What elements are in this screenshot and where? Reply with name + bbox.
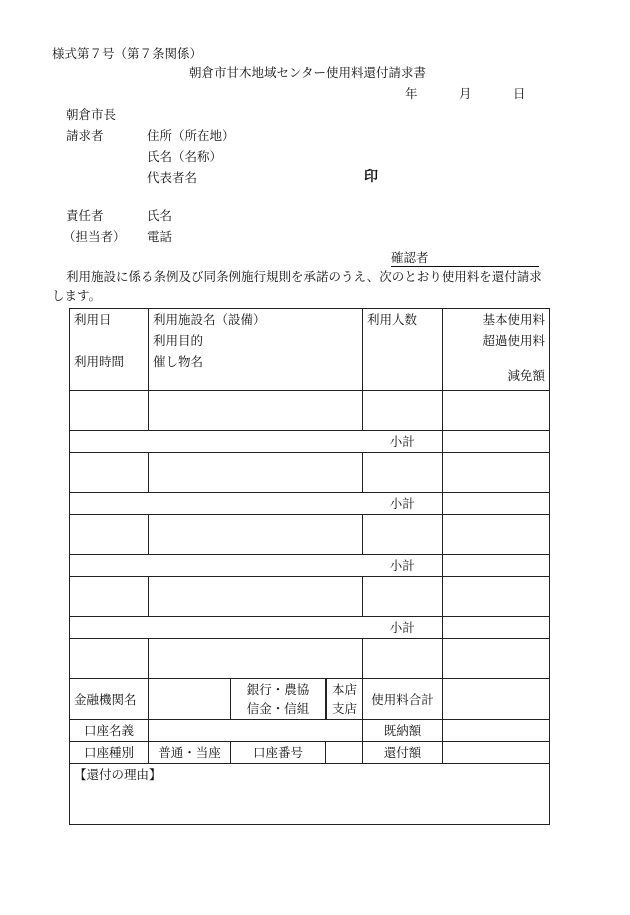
branch-name-cell[interactable] — [326, 679, 363, 720]
entry-fee-cell[interactable] — [443, 515, 550, 555]
entry-facility-cell[interactable] — [149, 515, 363, 555]
bank-type-cell — [231, 679, 326, 720]
header-basic-fee: 基本使用料 — [482, 312, 546, 327]
entry-people-cell[interactable] — [363, 577, 443, 617]
subtotal-value-cell[interactable] — [443, 617, 550, 639]
header-event: 催し物名 — [153, 354, 204, 369]
paid-amount-cell[interactable] — [443, 720, 550, 742]
claimant-representative: 代表者名 — [147, 170, 198, 185]
refund-table — [69, 308, 550, 825]
entry-date-cell[interactable] — [70, 639, 149, 679]
entry-fee-cell[interactable] — [443, 391, 550, 431]
entry-date-cell[interactable] — [70, 453, 149, 493]
subtotal-label: 小計 — [363, 617, 443, 639]
paid-amount-label: 既納額 — [363, 720, 443, 742]
responsible-name: 氏名 — [147, 208, 173, 223]
subtotal-value-cell[interactable] — [443, 555, 550, 577]
entry-people-cell[interactable] — [363, 453, 443, 493]
header-excess-fee: 超過使用料 — [482, 333, 546, 348]
claimant-label: 請求者 — [66, 128, 104, 143]
date-year: 年 — [405, 86, 418, 101]
entry-row — [70, 577, 550, 617]
entry-date-cell[interactable] — [70, 515, 149, 555]
subtotal-label: 小計 — [363, 431, 443, 453]
header-facility-cell — [149, 309, 363, 391]
header-people-cell — [363, 309, 443, 391]
responsible-label: 責任者 — [66, 208, 104, 223]
statement-line-1: 利用施設に係る条例及び同条例施行規則を承諾のうえ、次のとおり使用料を還付請求 — [66, 269, 542, 284]
subtotal-value-cell[interactable] — [443, 493, 550, 515]
entry-facility-cell[interactable] — [149, 577, 363, 617]
subtotal-label: 小計 — [363, 555, 443, 577]
account-number-cell[interactable] — [326, 742, 363, 764]
account-number-label: 口座番号 — [231, 742, 326, 764]
account-type-row — [70, 742, 550, 764]
account-type-options[interactable]: 普通・当座 — [149, 742, 231, 764]
header-use-time: 利用時間 — [74, 354, 125, 369]
entry-row — [70, 639, 550, 679]
bank-type-line-2: 信金・信組 — [246, 701, 310, 716]
date-day: 日 — [513, 86, 526, 101]
header-facility: 利用施設名（設備） — [153, 312, 266, 327]
responsible-phone: 電話 — [147, 229, 173, 244]
reason-label: 【還付の理由】 — [74, 767, 162, 782]
bank-name-cell[interactable] — [149, 679, 231, 720]
header-reduction: 減免額 — [507, 368, 546, 383]
entry-people-cell[interactable] — [363, 639, 443, 679]
addressee: 朝倉市長 — [66, 107, 117, 122]
reason-cell[interactable] — [70, 764, 550, 825]
account-type-label: 口座種別 — [70, 742, 149, 764]
account-holder-label: 口座名義 — [70, 720, 149, 742]
entry-people-cell[interactable] — [363, 515, 443, 555]
bank-type-line-1: 銀行・農協 — [246, 682, 310, 697]
contact-person-label: （担当者） — [63, 229, 126, 244]
entry-fee-cell[interactable] — [443, 639, 550, 679]
bank-label: 金融機関名 — [70, 679, 149, 720]
subtotal-label: 小計 — [363, 493, 443, 515]
entry-facility-cell[interactable] — [149, 453, 363, 493]
entry-row — [70, 391, 550, 431]
refund-amount-cell[interactable] — [443, 742, 550, 764]
form-number: 様式第７号（第７条関係） — [52, 46, 203, 61]
confirmer-field: 確認者 — [391, 252, 539, 267]
bank-row — [70, 679, 550, 720]
claimant-address: 住所（所在地） — [147, 128, 235, 143]
total-fee-label: 使用料合計 — [363, 679, 443, 720]
subtotal-row — [70, 555, 550, 577]
subtotal-value-cell[interactable] — [443, 431, 550, 453]
statement-line-2: します。 — [52, 288, 102, 303]
claimant-name: 氏名（名称） — [147, 149, 223, 164]
total-fee-cell[interactable] — [443, 679, 550, 720]
subtotal-row — [70, 431, 550, 453]
entry-fee-cell[interactable] — [443, 453, 550, 493]
entry-date-cell[interactable] — [70, 577, 149, 617]
entry-facility-cell[interactable] — [149, 639, 363, 679]
entry-fee-cell[interactable] — [443, 577, 550, 617]
header-use-date: 利用日 — [74, 312, 112, 327]
entry-facility-cell[interactable] — [149, 391, 363, 431]
branch-type — [327, 679, 362, 719]
page-title: 朝倉市甘木地域センター使用料還付請求書 — [189, 65, 427, 80]
header-fee-cell — [443, 309, 550, 391]
reason-row — [70, 764, 550, 825]
header-date-time-cell — [70, 309, 149, 391]
header-purpose: 利用目的 — [153, 333, 204, 348]
entry-date-cell[interactable] — [70, 391, 149, 431]
branch-type-line-1: 本店 — [332, 682, 358, 697]
header-row — [70, 309, 550, 391]
subtotal-row — [70, 617, 550, 639]
entry-row — [70, 453, 550, 493]
entry-people-cell[interactable] — [363, 391, 443, 431]
account-holder-cell[interactable] — [149, 720, 363, 742]
entry-row — [70, 515, 550, 555]
branch-type-line-2: 支店 — [332, 701, 358, 716]
seal-mark: 印 — [364, 169, 378, 185]
date-month: 月 — [459, 86, 472, 101]
account-holder-row — [70, 720, 550, 742]
refund-amount-label: 還付額 — [363, 742, 443, 764]
header-people: 利用人数 — [367, 312, 418, 327]
subtotal-row — [70, 493, 550, 515]
